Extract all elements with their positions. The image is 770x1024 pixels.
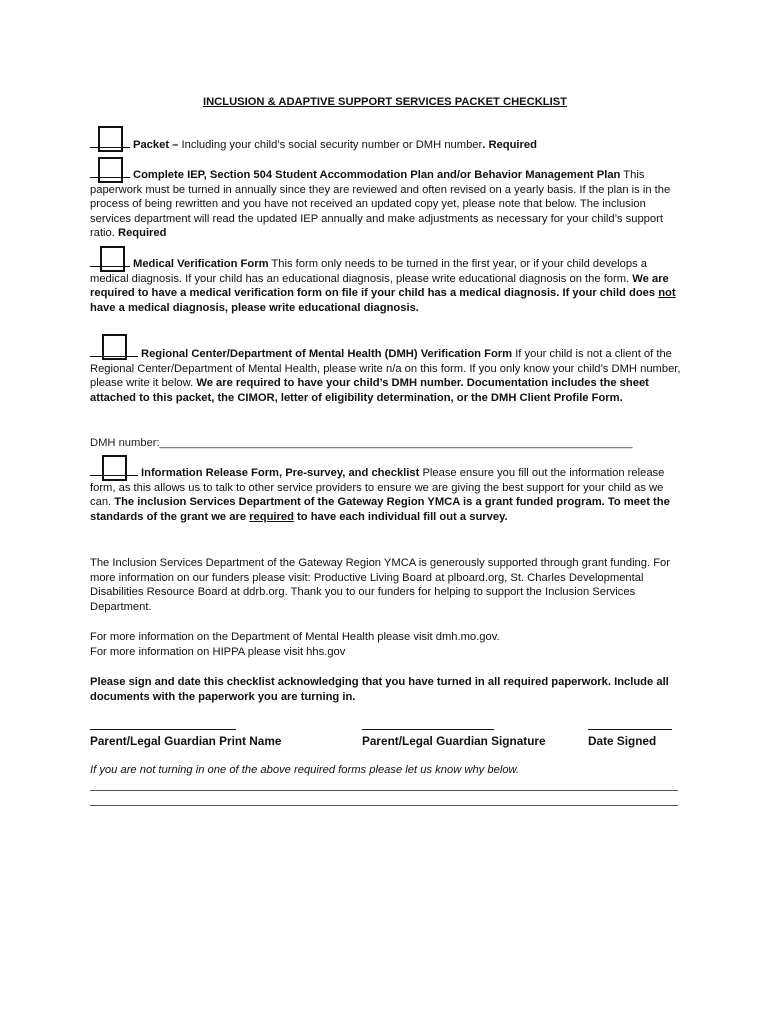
- item-required: We are required to have your child’s DMH number. Documentation includes the sheet attached to this packet, the CIMOR, letter of eligibility determination, or the DMH Client Profile Form.: [90, 377, 649, 404]
- dmh-number-field[interactable]: [90, 436, 682, 451]
- print-name-label: Parent/Legal Guardian Print Name: [90, 734, 282, 748]
- signature-line[interactable]: [362, 729, 494, 730]
- checklist-item-release: [90, 466, 682, 524]
- checklist-item-packet: [90, 138, 682, 153]
- item-text: This form only needs to be turned in the first year, or if your child develops a medical diagnosis. If your child has an educational diagnosis, please write educational diagnosis on the form.: [90, 258, 648, 285]
- item-text: Including your child’s social security number or DMH number: [178, 139, 483, 151]
- item-text: Please ensure you fill out the information release form, as this allows us to talk to other service providers to ensure we are giving the best support for your child as we can.: [90, 467, 665, 509]
- dmh-number-blank: ____________________________________________________________________________: [159, 437, 633, 449]
- item-heading: Medical Verification Form: [133, 258, 269, 270]
- dmh-info-line: For more information on the Department of Mental Health please visit dmh.mo.gov.: [90, 631, 500, 643]
- item-heading: Packet –: [133, 139, 179, 151]
- item-text: If your child is not a client of the Regional Center/Department of Mental Health, please write n/a on this form. If you only know your child’s DMH number, please write it below.: [90, 348, 681, 390]
- item-required: The inclusion Services Department of the Gateway Region YMCA is a grant funded program. To meet the standards of the grant we are required to have each individual fill out a survey.: [90, 496, 670, 523]
- reason-line-1[interactable]: [90, 790, 678, 791]
- reason-line-2[interactable]: [90, 805, 678, 806]
- signature-label: Parent/Legal Guardian Signature: [362, 734, 546, 748]
- checklist-item-medical: [90, 257, 682, 315]
- date-label: Date Signed: [588, 734, 657, 748]
- item-heading: Complete IEP, Section 504 Student Accommodation Plan and/or Behavior Management Plan: [133, 169, 621, 181]
- item-text: This paperwork must be turned in annually since they are reviewed and often revised on a yearly basis. If the plan is in the process of being rewritten and you have not received an updated copy yet, please note that below. The inclusion services department will read the updated IEP annually and make adjustments as necessary for your child’s support ratio.: [90, 169, 671, 240]
- item-required: Required: [114, 227, 167, 240]
- hippa-info-line: For more information on HIPPA please visit hhs.gov: [90, 646, 346, 658]
- page-title: INCLUSION & ADAPTIVE SUPPORT SERVICES PACKET CHECKLIST: [202, 96, 568, 108]
- reason-prompt: If you are not turning in one of the above required forms please let us know why below.: [90, 764, 520, 776]
- item-heading: Regional Center/Department of Mental Health (DMH) Verification Form: [141, 348, 513, 360]
- funders-paragraph: The Inclusion Services Department of the Gateway Region YMCA is generously supported through grant funding. For more information on our funders please visit: Productive Living Board at plboard.org, St. Charles Developmental Disabilities Resource Board at ddrb.org. Thank you to our funders for helping to support the Inclusion Services Department.: [90, 557, 670, 613]
- checklist-item-dmh: [90, 347, 682, 405]
- sign-instruction: Please sign and date this checklist acknowledging that you have turned in all required paperwork. Include all documents with the paperwork you are turning in.: [90, 676, 669, 703]
- item-heading: Information Release Form, Pre-survey, and checklist: [141, 467, 420, 479]
- item-required: . Required: [482, 139, 537, 151]
- item-required: We are required to have a medical verification form on file if your child has a medical diagnosis. If your child does not have a medical diagnosis, please write educational diagnosis.: [90, 272, 676, 314]
- print-name-line[interactable]: [90, 729, 236, 730]
- dmh-number-label: DMH number:: [90, 437, 160, 449]
- checklist-item-iep: [90, 168, 682, 241]
- date-line[interactable]: [588, 729, 672, 730]
